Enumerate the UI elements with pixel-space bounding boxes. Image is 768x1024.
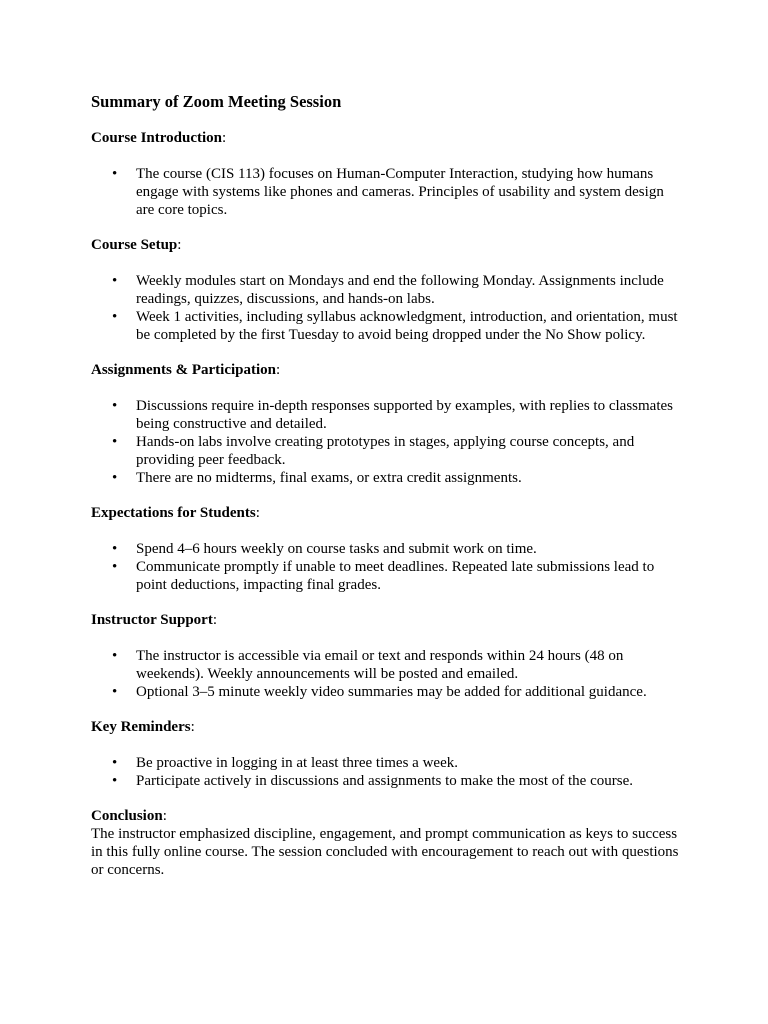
bullet-list — [91, 397, 681, 487]
list-item — [91, 433, 681, 469]
section-heading — [91, 718, 681, 736]
bullet-icon: • — [112, 684, 118, 700]
section-heading — [91, 504, 681, 522]
list-item — [91, 272, 681, 308]
list-item — [91, 647, 681, 683]
section-heading-text: Course Setup — [91, 237, 178, 253]
document-page — [91, 92, 681, 879]
heading-colon: : — [222, 130, 227, 146]
conclusion-heading-text: Conclusion — [91, 808, 163, 824]
list-item-text: The instructor is accessible via email or text and responds within 24 hours (48 on weekends). Weekly announcements will be posted and emailed. — [136, 648, 624, 682]
list-item-text: There are no midterms, final exams, or extra credit assignments. — [136, 470, 522, 486]
sections-container — [91, 129, 681, 790]
bullet-list — [91, 647, 681, 701]
heading-colon: : — [177, 237, 182, 253]
list-item — [91, 754, 681, 772]
list-item-text: Weekly modules start on Mondays and end the following Monday. Assignments include readings, quizzes, discussions, and hands-on labs. — [136, 273, 664, 307]
list-item-text: Discussions require in-depth responses supported by examples, with replies to classmates being constructive and detailed. — [136, 398, 673, 432]
section-heading-text: Assignments & Participation — [91, 362, 276, 378]
list-item — [91, 469, 681, 487]
list-item — [91, 683, 681, 701]
heading-colon: : — [190, 719, 195, 735]
list-item-text: Participate actively in discussions and assignments to make the most of the course. — [136, 773, 633, 789]
bullet-icon: • — [112, 559, 118, 575]
list-item — [91, 165, 681, 219]
bullet-icon: • — [112, 166, 118, 182]
section-heading — [91, 236, 681, 254]
section-heading — [91, 129, 681, 147]
list-item — [91, 397, 681, 433]
heading-colon: : — [276, 362, 281, 378]
bullet-list — [91, 165, 681, 219]
section-heading — [91, 611, 681, 629]
list-item — [91, 308, 681, 344]
list-item-text: Optional 3–5 minute weekly video summaries may be added for additional guidance. — [136, 684, 647, 700]
list-item — [91, 772, 681, 790]
section-heading-text: Key Reminders — [91, 719, 191, 735]
heading-colon: : — [255, 505, 260, 521]
bullet-icon: • — [112, 398, 118, 414]
bullet-list — [91, 272, 681, 344]
bullet-icon: • — [112, 773, 118, 789]
list-item-text: Hands-on labs involve creating prototypes in stages, applying course concepts, and providing peer feedback. — [136, 434, 635, 468]
bullet-icon: • — [112, 273, 118, 289]
list-item — [91, 558, 681, 594]
bullet-icon: • — [112, 434, 118, 450]
bullet-icon: • — [112, 648, 118, 664]
section-heading-text: Instructor Support — [91, 612, 213, 628]
bullet-icon: • — [112, 470, 118, 486]
bullet-icon: • — [112, 755, 118, 771]
bullet-list — [91, 754, 681, 790]
heading-colon: : — [162, 808, 167, 824]
section-heading-text: Course Introduction — [91, 130, 222, 146]
list-item-text: Week 1 activities, including syllabus acknowledgment, introduction, and orientation, must be completed by the first Tuesday to avoid being dropped under the No Show policy. — [136, 309, 678, 343]
list-item — [91, 540, 681, 558]
conclusion-heading — [91, 807, 681, 825]
section-heading-text: Expectations for Students — [91, 505, 256, 521]
list-item-text: The course (CIS 113) focuses on Human-Computer Interaction, studying how humans engage with systems like phones and cameras. Principles of usability and system design are core topics. — [136, 166, 664, 218]
bullet-icon: • — [112, 309, 118, 325]
list-item-text: Be proactive in logging in at least three times a week. — [136, 755, 458, 771]
list-item-text: Communicate promptly if unable to meet deadlines. Repeated late submissions lead to point deductions, impacting final grades. — [136, 559, 655, 593]
section-heading — [91, 361, 681, 379]
list-item-text: Spend 4–6 hours weekly on course tasks and submit work on time. — [136, 541, 537, 557]
conclusion-text: The instructor emphasized discipline, engagement, and prompt communication as keys to success in this fully online course. The session concluded with encouragement to reach out with questions or concerns. — [91, 826, 679, 878]
heading-colon: : — [212, 612, 217, 628]
page-title: Summary of Zoom Meeting Session — [91, 92, 342, 111]
bullet-icon: • — [112, 541, 118, 557]
bullet-list — [91, 540, 681, 594]
